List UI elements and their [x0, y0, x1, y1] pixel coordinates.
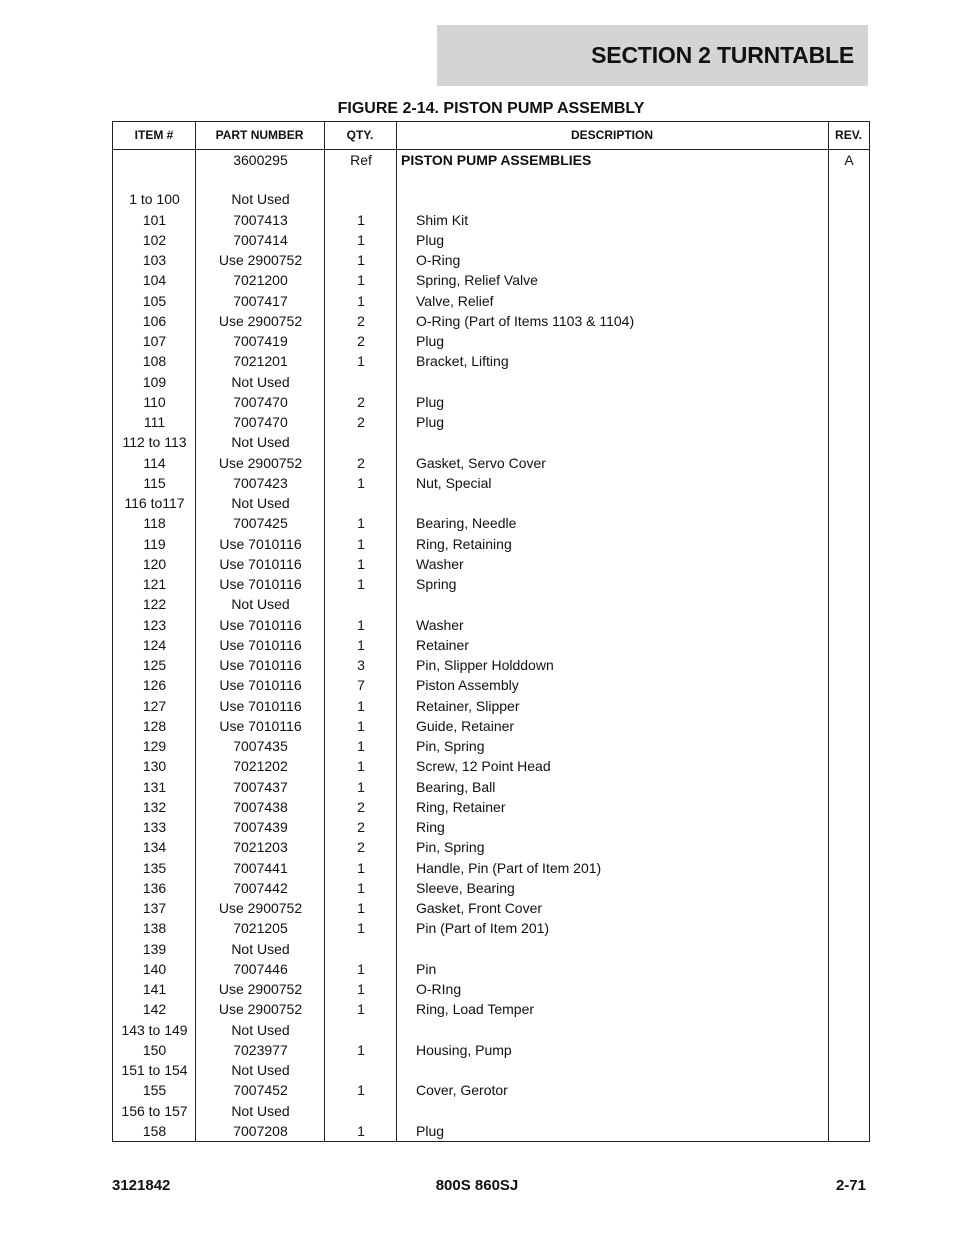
cell-part-number: Not Used [231, 1102, 290, 1119]
cell-qty: 1 [357, 535, 365, 552]
cell-item: 107 [142, 333, 167, 349]
parts-table [112, 121, 870, 1142]
cell-part-number: Not Used [231, 940, 290, 957]
table-row [113, 878, 869, 898]
cell-qty: 3 [357, 657, 365, 673]
cell-description [416, 1020, 816, 1040]
cell-part-number: Use 2900752 [218, 454, 303, 471]
cell-item: 109 [142, 373, 167, 390]
table-row [113, 513, 869, 533]
cell-item: 106 [142, 312, 167, 329]
cell-item: 125 [142, 657, 167, 673]
cell-description: Washer [416, 616, 464, 633]
table-row [113, 777, 869, 797]
cell-part-number: Not Used [231, 191, 290, 208]
cell-description: Gasket, Front Cover [416, 900, 543, 916]
cell-qty: 1 [357, 616, 365, 633]
header-description: DESCRIPTION [570, 128, 653, 142]
cell-item: 140 [142, 960, 167, 977]
cell-part-number: 7021202 [233, 758, 288, 775]
cell-qty: 1 [357, 900, 365, 916]
table-row [113, 594, 869, 614]
cell-item: 135 [142, 859, 167, 876]
table-row [113, 534, 869, 554]
cell-item: 138 [142, 920, 167, 937]
cell-qty: 1 [357, 778, 365, 795]
cell-qty: 1 [357, 272, 365, 289]
cell-part-number: Use 7010116 [219, 535, 302, 552]
cell-qty: 1 [357, 1001, 365, 1018]
table-row [113, 392, 869, 412]
cell-item: 131 [142, 778, 167, 795]
cell-description: Screw, 12 Point Head [416, 758, 551, 775]
cell-qty: 1 [357, 474, 365, 491]
table-row [113, 736, 869, 756]
cell-qty: 1 [357, 292, 365, 309]
cell-description: Ring, Retainer [416, 798, 506, 815]
cell-qty: 1 [357, 879, 365, 896]
cell-part-number: Use 7010116 [219, 697, 302, 714]
cell-item: 102 [142, 231, 167, 248]
cell-part-number: 7007438 [233, 798, 288, 815]
cell-qty: 7 [357, 677, 365, 694]
cell-description: Valve, Relief [416, 292, 494, 309]
cell-item: 158 [142, 1122, 167, 1139]
cell-description: Sleeve, Bearing [416, 879, 515, 896]
cell-qty [325, 372, 397, 392]
cell-description: Handle, Pin (Part of Item 201) [416, 859, 602, 876]
cell-qty: 1 [357, 353, 365, 370]
table-row [113, 858, 869, 878]
cell-part-number: 7007439 [233, 819, 288, 835]
table-row [113, 675, 869, 695]
cell-rev: A [844, 151, 854, 168]
cell-part-number: Not Used [231, 1021, 290, 1038]
table-row [113, 797, 869, 817]
table-row [113, 554, 869, 574]
cell-part-number: 7007452 [233, 1082, 288, 1099]
cell-item: 116 to117 [124, 495, 185, 511]
cell-item: 128 [142, 717, 167, 734]
cell-qty: 2 [357, 454, 365, 471]
cell-qty [325, 1020, 397, 1040]
cell-part-number: 7007435 [233, 738, 288, 754]
cell-part-number: 7007446 [233, 960, 288, 977]
cell-description: Bracket, Lifting [416, 353, 509, 370]
cell-description: Piston Assembly [416, 677, 519, 694]
footer-page-number: 2-71 [835, 1177, 866, 1194]
cell-description: O-Ring (Part of Items 1103 & 1104) [416, 312, 635, 329]
cell-description: Pin, Spring [416, 738, 485, 754]
cell-qty: 1 [357, 758, 365, 775]
cell-part-number: 7021201 [233, 353, 288, 370]
table-row [113, 1020, 869, 1040]
header-qty: QTY. [346, 128, 374, 142]
cell-part-number: Use 2900752 [218, 312, 303, 329]
cell-description [416, 372, 816, 392]
cell-item: 134 [142, 839, 167, 856]
cell-part-number: Use 7010116 [219, 717, 302, 734]
table-row [113, 189, 869, 209]
cell-part-number: Not Used [231, 373, 290, 390]
cell-description [416, 189, 816, 209]
table-row [113, 979, 869, 999]
table-row [113, 1080, 869, 1100]
cell-item: 119 [143, 535, 166, 552]
cell-item: 141 [142, 981, 167, 997]
cell-part-number: 7007425 [233, 515, 288, 532]
cell-qty: 2 [357, 819, 365, 835]
cell-item: 155 [142, 1082, 167, 1099]
cell-item: 139 [142, 940, 167, 957]
table-row [113, 331, 869, 351]
cell-item: 105 [142, 292, 167, 309]
cell-item: 112 to 113 [122, 434, 187, 451]
cell-description: Retainer, Slipper [416, 697, 520, 714]
cell-description: Bearing, Ball [416, 778, 496, 795]
table-row [113, 574, 869, 594]
cell-qty: 1 [357, 859, 365, 876]
cell-description [416, 493, 816, 513]
table-row [113, 817, 869, 837]
cell-item: 111 [143, 414, 166, 430]
table-body [113, 149, 869, 1141]
cell-item: 121 [142, 576, 167, 592]
cell-description: O-Ring [416, 252, 461, 268]
cell-part-number: 7007441 [233, 859, 288, 876]
cell-description: Pin, Spring [416, 839, 485, 856]
cell-item: 126 [142, 677, 167, 694]
cell-description: Plug [416, 414, 445, 430]
cell-qty: 1 [357, 555, 365, 572]
table-row [113, 959, 869, 979]
cell-part-number: Use 2900752 [218, 1001, 303, 1018]
table-row [113, 250, 869, 270]
cell-description [416, 939, 816, 959]
cell-qty: 1 [357, 1041, 365, 1058]
cell-qty: 2 [357, 333, 365, 349]
table-row [113, 230, 869, 250]
table-row [113, 615, 869, 635]
cell-description: Washer [416, 555, 464, 572]
cell-qty [325, 1060, 397, 1080]
cell-item: 129 [142, 738, 167, 754]
cell-description: Nut, Special [416, 474, 492, 491]
cell-item: 123 [142, 616, 167, 633]
cell-part-number: 7021205 [233, 920, 288, 937]
cell-description: Shim Kit [416, 211, 469, 228]
table-row [113, 1101, 869, 1121]
cell-description: Guide, Retainer [416, 717, 515, 734]
cell-item: 118 [143, 515, 166, 532]
cell-description: Pin [416, 960, 437, 977]
cell-part-number: Use 7010116 [219, 555, 302, 572]
cell-description: Ring, Retaining [416, 535, 512, 552]
cell-part-number: 7007419 [233, 333, 288, 349]
table-row [113, 210, 869, 230]
table-row [113, 716, 869, 736]
cell-description: Ring, Load Temper [416, 1001, 535, 1018]
table-row [113, 453, 869, 473]
cell-qty: 1 [357, 738, 365, 754]
cell-description: Pin (Part of Item 201) [416, 920, 550, 937]
cell-part-number: Not Used [231, 1062, 290, 1078]
cell-part-number: Use 7010116 [219, 677, 302, 694]
table-row [113, 372, 869, 392]
header-part-number: PART NUMBER [215, 128, 304, 142]
cell-part-number: Not Used [231, 434, 290, 451]
footer-doc-number: 3121842 [112, 1177, 171, 1194]
cell-qty [325, 493, 397, 513]
cell-description [416, 1101, 816, 1121]
cell-description: Ring [416, 819, 445, 835]
cell-part-number: 7007437 [233, 778, 288, 795]
cell-item: 150 [142, 1041, 167, 1058]
cell-qty: 2 [357, 414, 365, 430]
cell-qty: 1 [357, 697, 365, 714]
cell-part-number: 7023977 [233, 1041, 288, 1058]
cell-qty: 1 [357, 252, 365, 268]
cell-item: 127 [142, 697, 167, 714]
cell-part-number: 7007442 [233, 879, 288, 896]
cell-qty [325, 432, 397, 452]
cell-item: 114 [143, 454, 166, 471]
cell-part-number: Not Used [231, 495, 290, 511]
table-row [113, 1121, 869, 1141]
cell-part-number: 3600295 [233, 151, 288, 168]
cell-description: Pin, Slipper Holddown [416, 657, 554, 673]
table-row [113, 837, 869, 857]
table-row [113, 999, 869, 1019]
cell-item: 132 [142, 798, 167, 815]
cell-description: Plug [416, 231, 445, 248]
cell-part-number: 7007423 [233, 474, 288, 491]
cell-item: 1 to 100 [129, 191, 180, 208]
table-row [113, 696, 869, 716]
cell-qty: 2 [357, 839, 365, 856]
cell-qty: 2 [357, 393, 365, 410]
cell-part-number: 7007413 [233, 211, 288, 228]
cell-description [416, 594, 816, 614]
section-header-band [437, 25, 868, 86]
table-row [113, 1040, 869, 1060]
cell-qty [325, 594, 397, 614]
table-row [113, 412, 869, 432]
cell-description: Plug [416, 393, 445, 410]
cell-description: Cover, Gerotor [416, 1082, 508, 1099]
cell-part-number: 7021203 [233, 839, 288, 856]
cell-item: 143 to 149 [121, 1021, 188, 1038]
cell-part-number: 7007208 [233, 1122, 288, 1139]
cell-part-number: Use 2900752 [218, 900, 303, 916]
cell-qty [325, 1101, 397, 1121]
cell-part-number: 7021200 [233, 272, 288, 289]
cell-item: 115 [143, 474, 166, 491]
cell-item: 130 [142, 758, 167, 775]
cell-part-number: Use 7010116 [219, 576, 302, 592]
cell-qty: 1 [357, 211, 365, 228]
cell-description: Spring [416, 576, 457, 592]
cell-part-number: 7007470 [233, 393, 288, 410]
cell-qty: 1 [357, 515, 365, 532]
cell-description: Housing, Pump [416, 1041, 512, 1058]
cell-qty: 1 [357, 920, 365, 937]
cell-qty: 1 [357, 717, 365, 734]
cell-item: 142 [142, 1001, 167, 1018]
cell-description [416, 1060, 816, 1080]
cell-part-number: Use 7010116 [219, 657, 302, 673]
cell-qty: 1 [357, 576, 365, 592]
figure-title: FIGURE 2-14. PISTON PUMP ASSEMBLY [337, 100, 645, 117]
cell-description: Retainer [416, 636, 469, 653]
cell-qty: 1 [357, 960, 365, 977]
cell-qty: 1 [357, 1082, 365, 1099]
cell-qty: 1 [357, 636, 365, 653]
table-row [113, 939, 869, 959]
cell-qty [325, 939, 397, 959]
table-row [113, 473, 869, 493]
cell-qty: 1 [357, 1122, 365, 1139]
section-title: SECTION 2 TURNTABLE [591, 42, 854, 68]
cell-item: 110 [143, 393, 166, 410]
cell-description: Plug [416, 333, 445, 349]
cell-item: 104 [142, 272, 167, 289]
table-row [113, 918, 869, 938]
footer-model: 800S 860SJ [435, 1177, 519, 1194]
cell-item: 136 [142, 879, 167, 896]
cell-description: O-RIng [416, 981, 462, 997]
cell-item: 101 [142, 211, 167, 228]
table-row [113, 1060, 869, 1080]
cell-item: 120 [142, 555, 167, 572]
table-row [113, 311, 869, 331]
cell-description: Bearing, Needle [416, 515, 517, 532]
cell-description: Gasket, Servo Cover [416, 454, 546, 471]
cell-part-number: Use 2900752 [218, 981, 303, 997]
table-row [113, 635, 869, 655]
cell-item: 108 [142, 353, 167, 370]
table-row-assembly [113, 150, 869, 170]
header-rev: REV. [835, 128, 862, 142]
cell-item: 124 [142, 636, 167, 653]
table-row [113, 493, 869, 513]
cell-part-number: 7007470 [233, 414, 288, 430]
cell-item: 137 [142, 900, 167, 916]
spacer-row [113, 170, 869, 190]
cell-part-number: 7007417 [233, 292, 288, 309]
cell-description: Spring, Relief Valve [416, 272, 538, 289]
cell-description: PISTON PUMP ASSEMBLIES [401, 151, 592, 168]
cell-description [416, 432, 816, 452]
cell-item: 133 [142, 819, 167, 835]
cell-description: Plug [416, 1122, 445, 1139]
table-row [113, 270, 869, 290]
cell-item: 122 [142, 596, 167, 613]
table-row [113, 756, 869, 776]
cell-part-number: Not Used [231, 596, 290, 613]
cell-item: 156 to 157 [121, 1102, 188, 1119]
cell-qty: 1 [357, 981, 365, 997]
cell-part-number: Use 7010116 [219, 616, 302, 633]
cell-qty: 1 [357, 231, 365, 248]
table-row [113, 655, 869, 675]
table-row [113, 351, 869, 371]
header-item: ITEM # [134, 128, 174, 142]
cell-qty: 2 [357, 312, 365, 329]
cell-part-number: Use 2900752 [218, 252, 303, 268]
cell-item: 151 to 154 [121, 1062, 188, 1078]
cell-qty: 2 [357, 798, 365, 815]
cell-part-number: Use 7010116 [219, 636, 302, 653]
table-row [113, 432, 869, 452]
cell-item [113, 150, 196, 170]
cell-qty: Ref [350, 151, 372, 168]
cell-item: 103 [142, 252, 167, 268]
cell-part-number: 7007414 [233, 231, 288, 248]
cell-qty [325, 189, 397, 209]
table-row [113, 291, 869, 311]
table-row [113, 898, 869, 918]
